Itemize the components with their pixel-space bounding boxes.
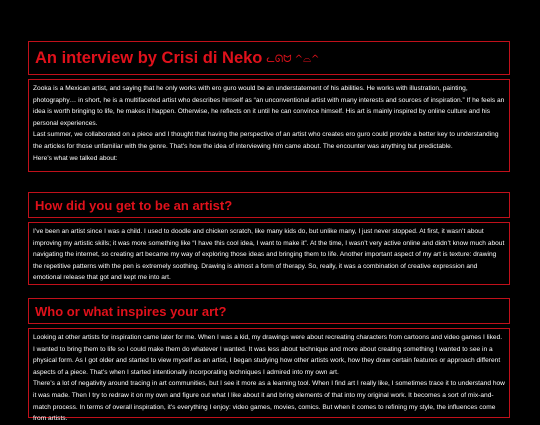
title-kaomoji: ᓚᘏᗢ ^⌓^ [266,53,320,65]
page-title-text: An interview by Crisi di Neko [35,48,263,67]
page-title [35,49,319,68]
section-heading-box-1 [28,192,510,218]
intro-box [28,79,510,172]
section-heading-box-2 [28,298,510,324]
section-heading-2: Who or what inspires your art? [35,303,227,319]
intro-paragraph-3: Here’s what we talked about: [33,154,118,162]
section-body-box-2 [28,328,510,423]
section-2-paragraph-1: Looking at other artists for inspiration came later for me. When I was a kid, my drawings were about recreating characters from cartoons and video games I liked. I wanted to bring them to life so I could make them do whatever I wanted. It was less about technique and more about creating something I wanted to see in a physical form. As I got older and started to view myself as an artist, I began studying how other artists work, how they draw certain features or approach different aspects of a piece. That’s when I started intentionally incorporating techniques I admired into my own art. [33,334,503,376]
section-1-paragraph-1: I’ve been an artist since I was a child. I used to doodle and chicken scratch, like many kids do, but unlike many, I just never stopped. At first, it wasn’t about improving my artistic skills; it was more something like “I have this cool idea, I want to make it”. At the time, I wasn’t very active online and didn’t know much about navigating the internet, so creating art became my way of exploring those ideas and bringing them to life. Another important aspect of my art is texture: drawing the repetitive patterns with the pen is extremely soothing. Drawing is almost a form of therapy. So, really, it was a combination of creative expression and emotional release that got and kept me into art. [33,228,505,282]
intro-paragraph-2: Last summer, we collaborated on a piece and I thought that having the perspective of an artist who creates ero guro could provide a better key to understanding the articles for those unfamiliar with the genre. That’s how the idea of interviewing him came about. The encounter was anything but predictable. [33,131,499,150]
section-body-box-1 [28,222,510,285]
intro-paragraph-1: Zooka is a Mexican artist, and saying that he only works with ero guro would be an understatement of his abilities. He works with illustration, painting, photography… in short, he is a multifaceted artist who describes himself as “an unconventional artist with many interests and sources of inspiration.” If he feels an idea is worth bringing to life, he makes it happen. Otherwise, he reflects on it until he can convince himself. His art is mainly inspired by online culture and his personal experiences. [33,85,505,127]
section-heading-1: How did you get to be an artist? [35,197,233,213]
page-title-box [28,41,510,75]
section-2-paragraph-2: There’s a lot of negativity around tracing in art communities, but I see it more as a learning tool. When I find art I really like, I sometimes trace it to understand how it was made. Then I try to redraw it on my own and figure out what I like about it and bring elements of that into my original work. It becomes a sort of mix-and-match process. In terms of overall inspiration, it’s everything I enjoy: video games, movies, comics. But when it comes to refining my style, the influences come from artists. [33,380,505,423]
